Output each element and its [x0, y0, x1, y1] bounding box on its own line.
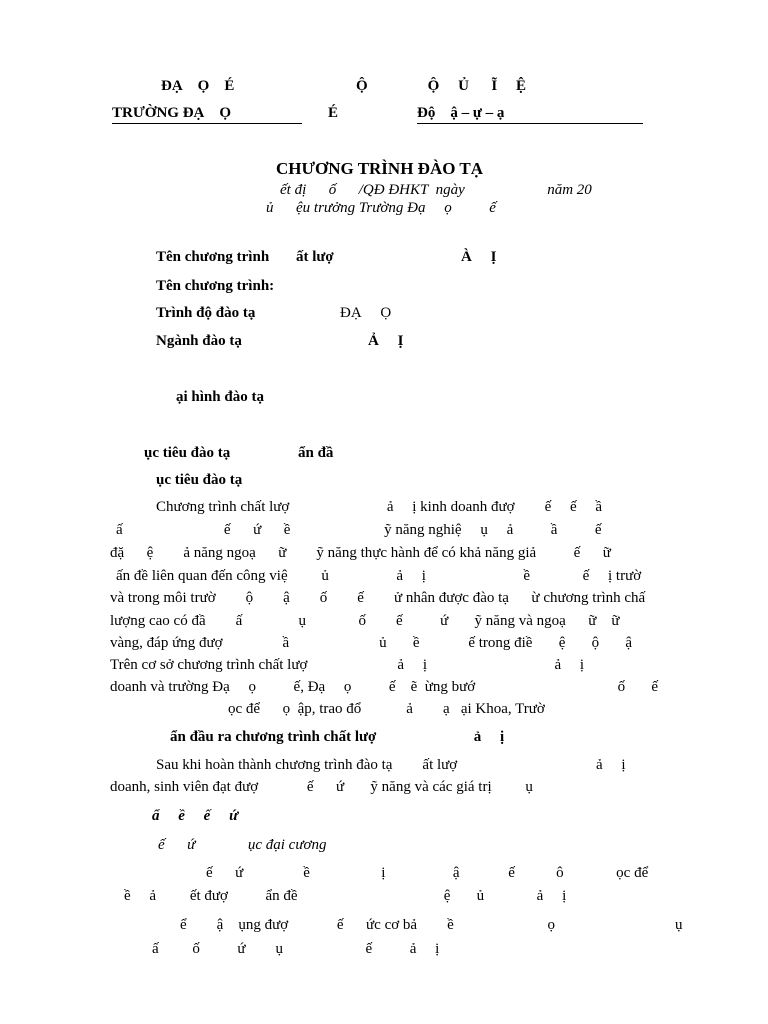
program-name-en-label: Tên chương trình: — [156, 278, 275, 294]
training-type-heading: ại hình đào tạ — [176, 389, 264, 405]
issuer-line: ủ ệu trưởng Trường Đạ ọ ế — [266, 200, 496, 216]
paragraph3-line: ế ứ ề ị ậ ế ô ọc để — [206, 865, 649, 881]
paragraph3-line: ề ả ết đượ ẩn đề ệ ủ ả ị — [124, 888, 567, 904]
objectives-heading: ục tiêu đào tạ — [144, 445, 231, 461]
decision-line: ết đị ố /QĐ ĐHKT ngày năm 20 — [280, 182, 592, 198]
paragraph2-line: doanh, sinh viên đạt đượ ế ứ ỹ năng và các giá trị ụ — [110, 779, 533, 795]
header-left-underline — [112, 123, 302, 124]
level-label: Trình độ đào tạ — [156, 305, 256, 321]
paragraph1-line: đặ ệ ả năng ngoạ ữ ỹ năng thực hành để có khả năng giả ế ữ — [110, 545, 611, 561]
document-title: CHƯƠNG TRÌNH ĐÀO TẠ — [276, 159, 484, 178]
header-university-name-tail: É — [328, 105, 339, 121]
general-knowledge-heading: ế ứ ục đại cương — [158, 837, 327, 853]
header-right-underline — [417, 123, 643, 124]
paragraph1-line: Chương trình chất lượ ả ị kinh doanh đượ ế ế ầ — [156, 499, 603, 515]
paragraph1-line: và trong môi trườ ộ ậ ố ế ử nhân được đào tạ ừ chương trình chấ — [110, 590, 646, 606]
paragraph2-line: Sau khi hoàn thành chương trình đào tạ ất lượ ả ị — [156, 757, 626, 773]
objectives-heading-tail: ẩn đầ — [298, 445, 334, 461]
objectives-subheading: ục tiêu đào tạ — [156, 472, 243, 488]
outcomes-heading: ẩn đầu ra chương trình chất lượ ả ị — [170, 729, 505, 745]
paragraph1-line: Trên cơ sở chương trình chất lượ ả ị ả ị — [110, 657, 585, 673]
major-label: Ngành đào tạ — [156, 333, 242, 349]
paragraph1-line: lượng cao có đầ ấ ụ ố ế ứ ỹ năng và ngoạ ữ ữ — [110, 613, 620, 629]
paragraph1-line: doanh và trường Đạ ọ ế, Đạ ọ ế ẽ ừng bướ ố ế — [110, 679, 659, 695]
knowledge-heading: ẩ ề ế ứ — [152, 808, 239, 824]
program-name-label: Tên chương trình — [156, 249, 270, 265]
major-value: Ả Ị — [368, 333, 404, 349]
paragraph4-line: ể ậ ụng đượ ế ức cơ bả ề ọ ụ — [180, 917, 683, 933]
program-name-value: ất lượ — [296, 249, 334, 265]
header-left-line1: ĐẠ Ọ É — [161, 78, 235, 94]
paragraph1-line: ọc để ọ ập, trao đổ ả ạ ại Khoa, Trườ — [228, 701, 545, 717]
program-name-value-2: À Ị — [461, 249, 497, 265]
paragraph1-line: ấ ế ứ ề ỹ năng nghiệ ụ ả ầ ế — [116, 522, 602, 538]
paragraph1-line: vàng, đáp ứng đượ ầ ủ ề ế trong điề ệ ộ ậ — [110, 635, 633, 651]
paragraph1-line: ấn đề liên quan đến công việ ủ ả ị ề ế ị trườ — [116, 568, 642, 584]
header-motto: Độ ậ – ự – ạ — [417, 105, 505, 121]
paragraph4-line: ấ ố ứ ụ ế ả ị — [152, 941, 440, 957]
level-value: ĐẠ Ọ — [340, 305, 392, 321]
header-right-line1: Ộ Ộ Ủ Ĩ Ệ — [356, 78, 527, 94]
header-university-name: TRƯỜNG ĐẠ Ọ — [112, 105, 232, 121]
